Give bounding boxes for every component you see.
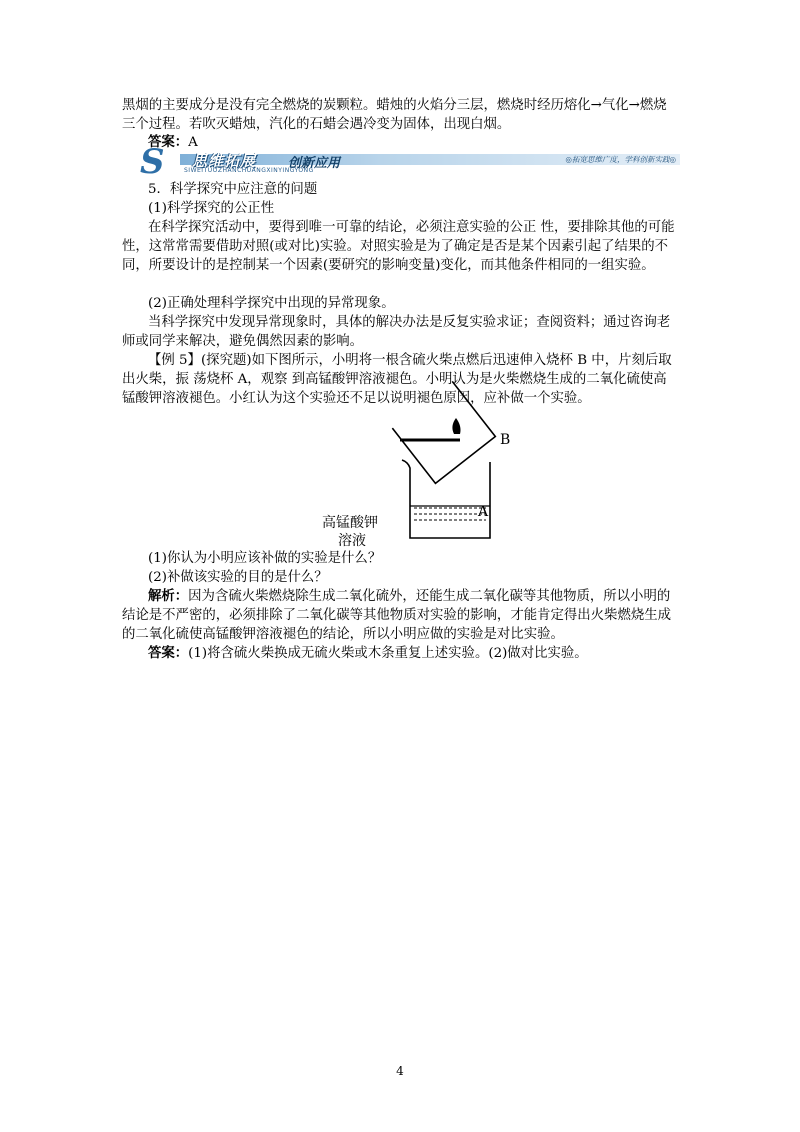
answer-value: A <box>188 135 198 150</box>
banner-subtitle: 创新应用 <box>288 156 341 171</box>
analysis-label: 解析： <box>148 588 189 604</box>
label-a: A <box>478 504 489 520</box>
match-flame <box>452 418 460 434</box>
label-b: B <box>500 432 511 448</box>
solution-label-line2: 溶液 <box>338 533 366 549</box>
answer2-label: 答案： <box>148 645 189 661</box>
example-label: 【例 5】 <box>148 353 201 368</box>
paragraph-fairness: 在科学探究活动中，要得到唯一可靠的结论，必须注意实验的公正 性，要排除其他的可能性，这常常需要借助对照(或对比)实验。对照实验是为了确定是否是某个因素引起了结果的不同，所要设计的是控制某一个因素(要研究的影响变量)变化，而其他条件相同的一组实验。 <box>122 220 675 273</box>
question-2: (2)补做该实验的目的是什么？ <box>148 570 328 585</box>
solution-label-line1: 高锰酸钾 <box>322 515 378 531</box>
answer-label: 答案： <box>148 134 189 150</box>
beaker-a <box>402 460 490 538</box>
experiment-figure <box>322 380 522 550</box>
answer-paragraph <box>122 644 680 663</box>
subheading-anomaly: (2)正确处理科学探究中出现的异常现象。 <box>148 296 395 311</box>
analysis-text: 因为含硫火柴燃烧除生成二氧化硫外，还能生成二氧化碳等其他物质，所以小明的结论是不严密的，必须排除了二氧化碳等其他物质对实验的影响，才能肯定得出火柴燃烧生成的二氧化硫使高锰酸钾溶液褪色的结论，所以小明应做的实验是对比实验。 <box>122 589 672 642</box>
page-number: 4 <box>396 1064 404 1078</box>
answer2-text: (1)将含硫火柴换成无硫火柴或木条重复上述实验。(2)做对比实验。 <box>188 646 588 661</box>
banner-letter: S <box>140 142 165 182</box>
solution-lines <box>414 508 486 520</box>
banner-slogan: ◎拓宽思维广度，学科创新实践◎ <box>565 155 676 164</box>
example-text: (探究题)如下图所示，小明将一根含硫火柴点燃后迅速伸入烧杯 B 中，片刻后取出火柴，振 荡烧杯 A，观察 到高锰酸钾溶液褪色。小明认为是火柴燃烧生成的二氧化硫使高锰酸钾溶液褪色。小红认为这个实验还不足以说明褪色原因，应补做一个实验。 <box>122 353 672 406</box>
banner-pinyin: SIWEITUOZHANCHUANGXINYINGYONG <box>184 167 314 174</box>
intro-text: 黑烟的主要成分是没有完全燃烧的炭颗粒。蜡烛的火焰分三层，燃烧时经历熔化→气化→燃烧三个过程。若吹灭蜡烛，汽化的石蜡会遇冷变为固体，出现白烟。 <box>122 98 667 132</box>
question-1: (1)你认为小明应该补做的实验是什么？ <box>148 551 382 566</box>
analysis-paragraph <box>122 587 680 644</box>
beaker-b <box>392 381 495 483</box>
banner-title: 思维拓展 <box>192 152 257 170</box>
section-heading: 5．科学探究中应注意的问题 <box>148 182 318 197</box>
subheading-fairness: (1)科学探究的公正性 <box>148 201 275 216</box>
paragraph-anomaly: 当科学探究中发现异常现象时，具体的解决办法是反复实验求证；查阅资料；通过咨询老师或同学来解决，避免偶然因素的影响。 <box>122 315 671 349</box>
intro-paragraph <box>122 96 680 134</box>
